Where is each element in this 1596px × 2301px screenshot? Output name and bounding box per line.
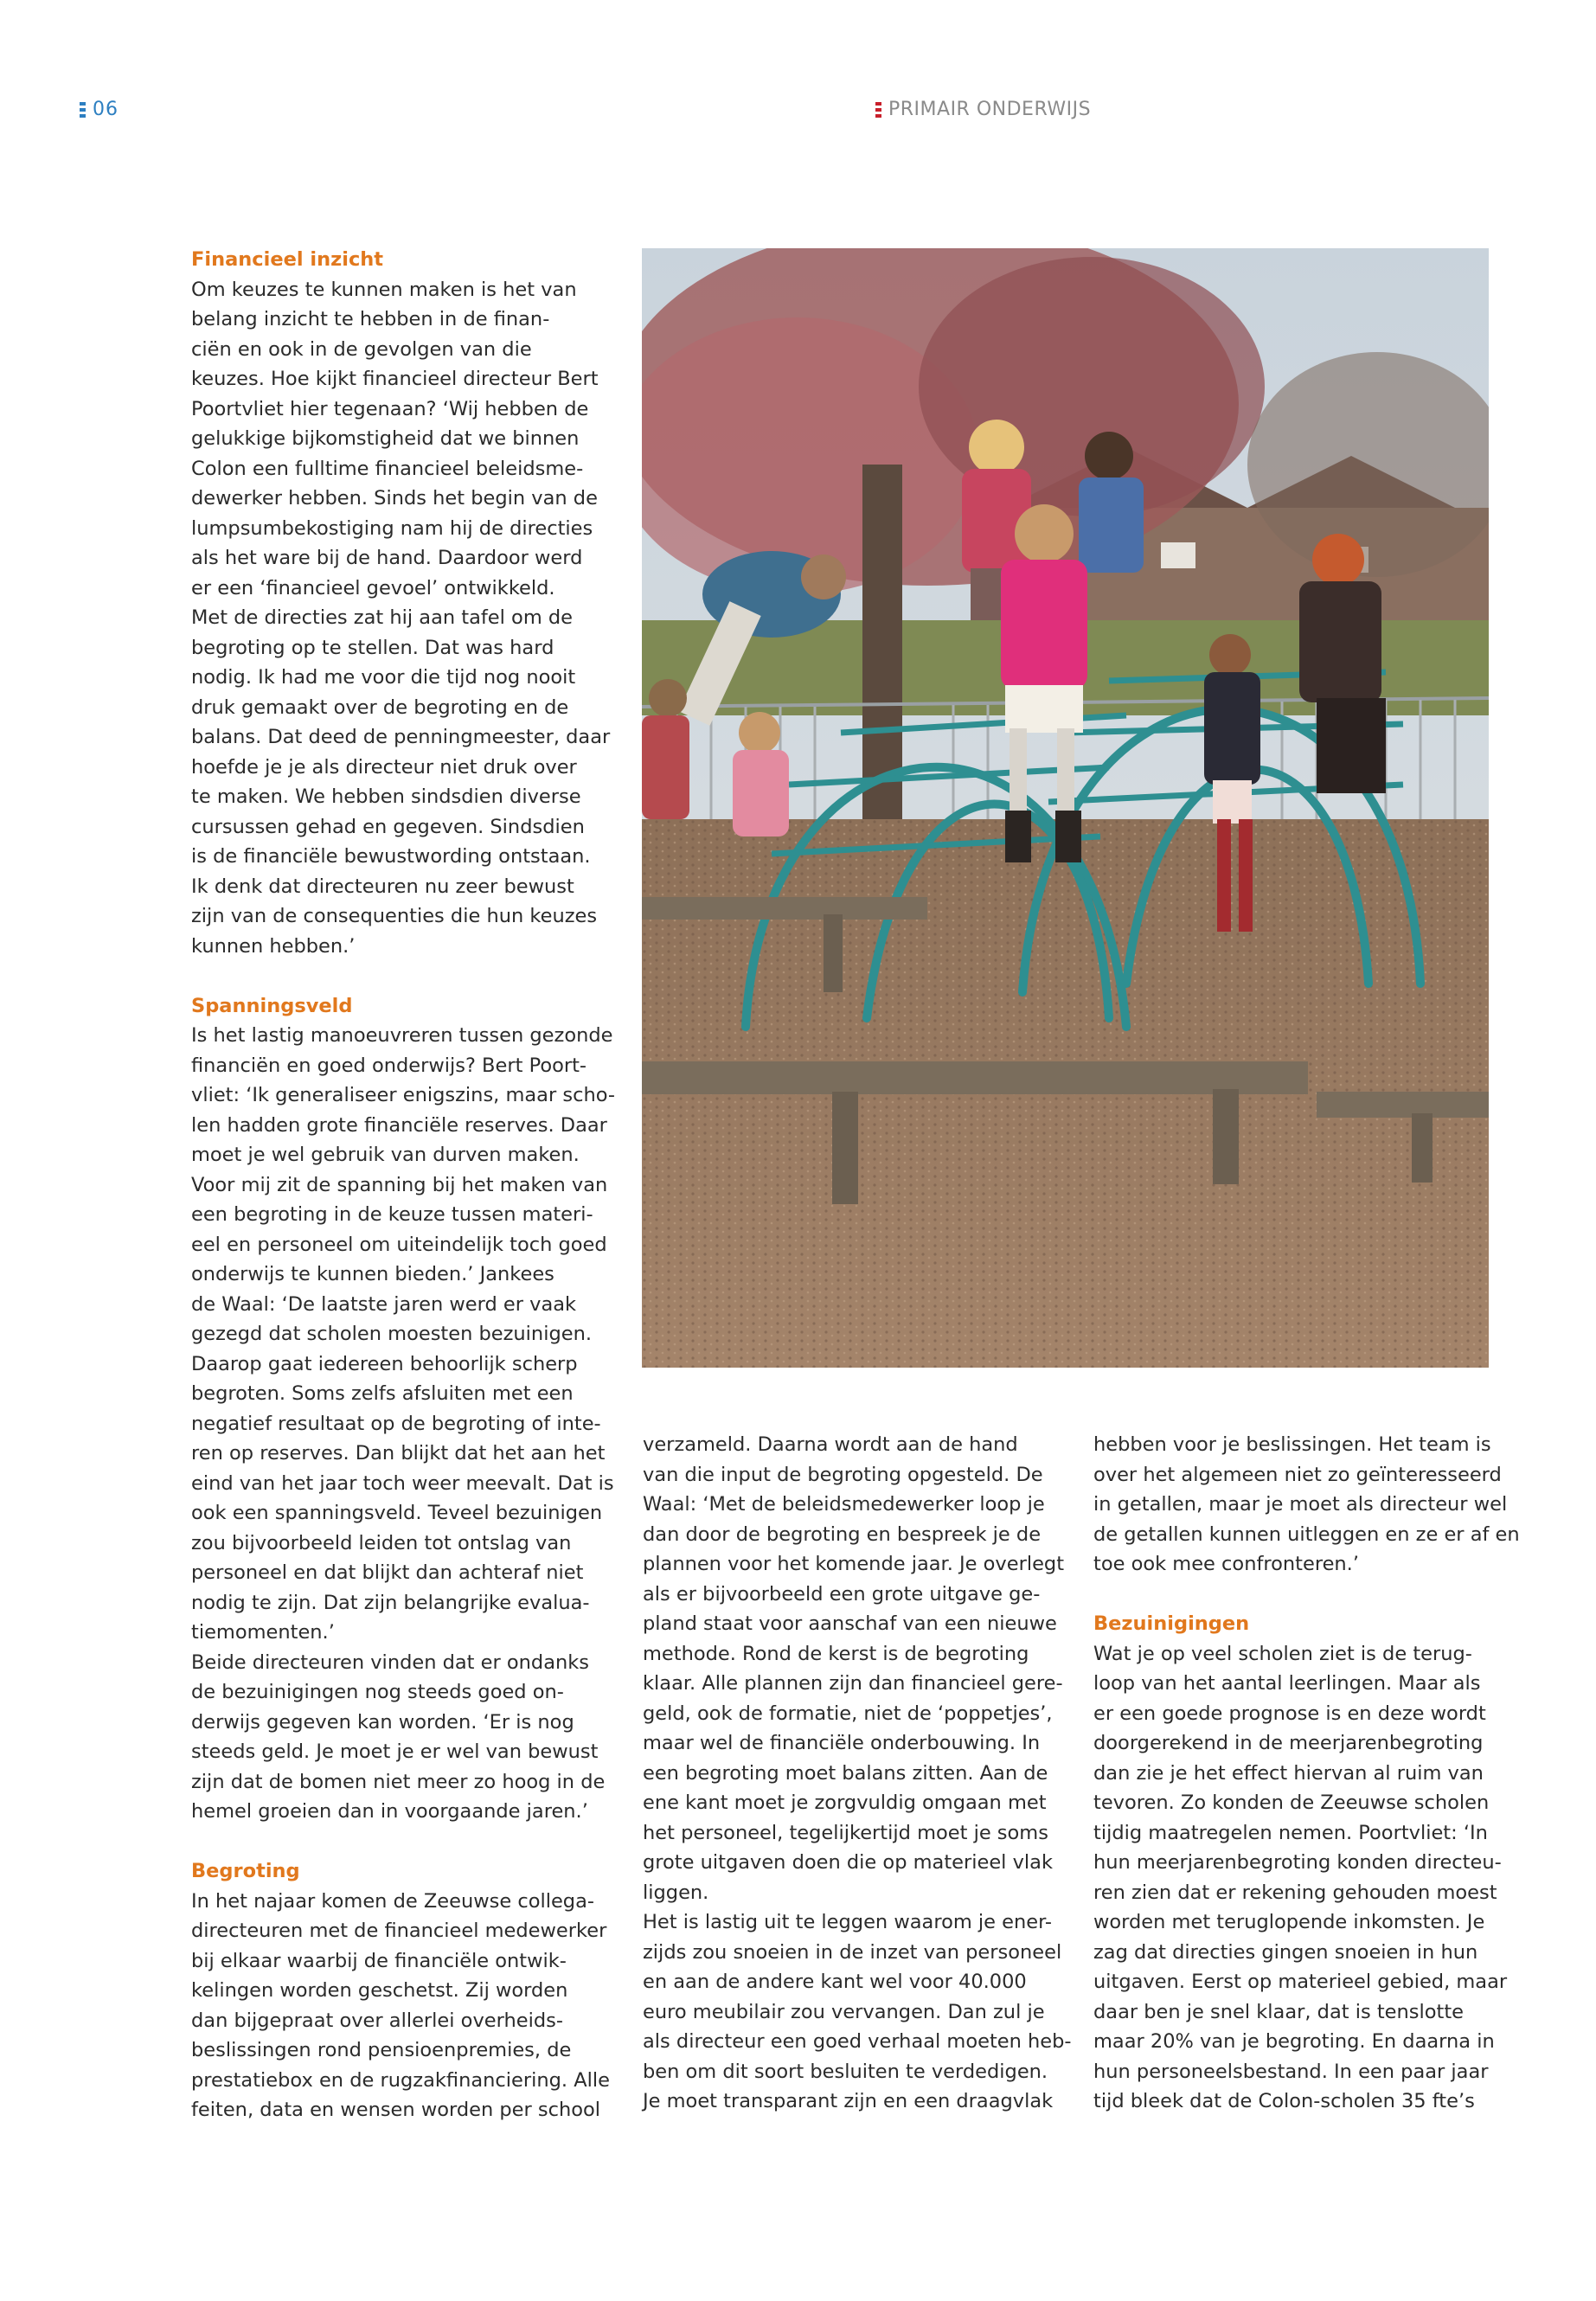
body-text-line: negatief resultaat op de begroting of inte- xyxy=(191,1412,601,1435)
article-column-left xyxy=(191,245,616,2125)
body-text-line: tevoren. Zo konden de Zeeuwse scholen xyxy=(1093,1791,1490,1814)
body-text-line: als directeur een goed verhaal moeten heb- xyxy=(643,2030,1072,2053)
body-text-line: in getallen, maar je moet als directeur wel xyxy=(1093,1493,1508,1516)
body-text-line: uitgaven. Eerst op materieel gebied, maar xyxy=(1093,1971,1508,1993)
body-text-line: tiemomenten.’ xyxy=(191,1621,335,1644)
body-text-line: als er bijvoorbeeld een grote uitgave ge- xyxy=(643,1582,1041,1606)
body-text-line: Voor mij zit de spanning bij het maken van xyxy=(191,1173,608,1196)
body-text-line: bij elkaar waarbij de financiële ontwik- xyxy=(191,1949,567,1972)
body-text-line: liggen. xyxy=(643,1881,709,1904)
body-text-line: len hadden grote financiële reserves. Daar xyxy=(191,1113,607,1137)
body-text-line: en aan de andere kant wel voor 40.000 xyxy=(643,1971,1027,1993)
body-text-line: druk gemaakt over de begroting en de xyxy=(191,695,569,719)
body-text-line: er een ‘financieel gevoel’ ontwikkeld. xyxy=(191,576,555,599)
body-text-line: hoefde je je als directeur niet druk over xyxy=(191,755,577,779)
body-text-line: In het najaar komen de Zeeuwse collega- xyxy=(191,1889,594,1913)
body-text-line: euro meubilair zou vervangen. Dan zul je xyxy=(643,2000,1045,2023)
body-text-line: kelingen worden geschetst. Zij worden xyxy=(191,1979,568,2002)
body-text-line: zijn dat de bomen niet meer zo hoog in de xyxy=(191,1770,606,1793)
body-text-line: begroten. Soms zelfs afsluiten met een xyxy=(191,1382,574,1405)
body-text-line: Wat je op veel scholen ziet is de terug- xyxy=(1093,1642,1472,1665)
body-text-line: dewerker hebben. Sinds het begin van de xyxy=(191,487,598,510)
body-text-line: doorgerekend in de meerjarenbegroting xyxy=(1093,1732,1484,1754)
paragraph-gap xyxy=(1093,1580,1500,1610)
section-heading: Bezuinigingen xyxy=(1093,1612,1250,1635)
body-text-line: Waal: ‘Met de beleidsmedewerker loop je xyxy=(643,1493,1045,1516)
section-heading: Financieel inzicht xyxy=(191,248,384,271)
body-text-line: is de financiële bewustwording ontstaan. xyxy=(191,845,591,868)
section-header xyxy=(875,99,1091,120)
body-text-line: gelukkige bijkomstigheid dat we binnen xyxy=(191,427,580,450)
body-text-line: plannen voor het komende jaar. Je overlegt xyxy=(643,1553,1065,1575)
body-text-line: keuzes. Hoe kijkt financieel directeur Bert xyxy=(191,368,599,390)
body-text-line: moet je wel gebruik van durven maken. xyxy=(191,1144,580,1166)
body-text-line: als het ware bij de hand. Daardoor werd xyxy=(191,547,583,569)
playground-photo-illustration xyxy=(642,248,1489,1368)
body-text-line: vliet: ‘Ik generaliseer enigszins, maar scho- xyxy=(191,1084,616,1106)
body-text-line: onderwijs te kunnen bieden.’ Jankees xyxy=(191,1263,554,1285)
body-text-line: pland staat voor aanschaf van een nieuwe xyxy=(643,1612,1057,1635)
body-text-line: maar 20% van je begroting. En daarna in xyxy=(1093,2030,1495,2053)
body-text-line: Is het lastig manoeuvreren tussen gezonde xyxy=(191,1024,613,1047)
body-text-line: daar ben je snel klaar, dat is tenslotte xyxy=(1093,2000,1465,2023)
body-text-line: Ik denk dat directeuren nu zeer bewust xyxy=(191,875,574,898)
body-text-line: gezegd dat scholen moesten bezuinigen. xyxy=(191,1323,592,1345)
body-text-line: ook een spanningsveld. Teveel bezuinigen xyxy=(191,1502,603,1524)
body-text-line: directeuren met de financieel medewerker xyxy=(191,1920,607,1942)
body-text-line: Daarop gaat iedereen behoorlijk scherp xyxy=(191,1352,578,1375)
body-text-line: te maken. We hebben sindsdien diverse xyxy=(191,785,581,808)
body-text-line: over het algemeen niet zo geïnteresseerd xyxy=(1093,1463,1502,1486)
body-text-line: methode. Rond de kerst is de begroting xyxy=(643,1642,1029,1665)
body-text-line: eel en personeel om uiteindelijk toch goed xyxy=(191,1233,607,1256)
body-text-line: Het is lastig uit te leggen waarom je ener- xyxy=(643,1911,1053,1933)
body-text-line: personeel en dat blijkt dan achteraf niet xyxy=(191,1561,584,1584)
section-title: PRIMAIR ONDERWIJS xyxy=(888,99,1092,120)
body-text-line: de Waal: ‘De laatste jaren werd er vaak xyxy=(191,1292,577,1316)
body-text-line: ren op reserves. Dan blijkt dat het aan het xyxy=(191,1442,606,1465)
body-text-line: dan zie je het effect hiervan al ruim van xyxy=(1093,1761,1484,1785)
article-column-right xyxy=(1093,1430,1520,2117)
body-text-line: hun personeelsbestand. In een paar jaar xyxy=(1093,2060,1489,2083)
body-text-line: tijdig maatregelen nemen. Poortvliet: ‘In xyxy=(1093,1821,1488,1844)
body-text-line: zijn van de consequenties die hun keuzes xyxy=(191,905,598,927)
body-text-line: lumpsumbekostiging nam hij de directies xyxy=(191,516,593,540)
body-text-line: prestatiebox en de rugzakfinanciering. Alle xyxy=(191,2068,610,2092)
section-marker-bars-icon xyxy=(875,102,881,118)
body-text-line: belang inzicht te hebben in de finan- xyxy=(191,308,550,330)
body-text-line: Met de directies zat hij aan tafel om de xyxy=(191,606,574,629)
page-number-marker xyxy=(80,99,119,120)
body-text-line: het personeel, tegelijkertijd moet je soms xyxy=(643,1821,1048,1844)
body-text-line: ene kant moet je zorgvuldig omgaan met xyxy=(643,1791,1047,1814)
body-text-line: loop van het aantal leerlingen. Maar als xyxy=(1093,1672,1481,1695)
body-text-line: steeds geld. Je moet je er wel van bewust xyxy=(191,1740,599,1763)
body-text-line: Poortvliet hier tegenaan? ‘Wij hebben de xyxy=(191,397,589,420)
body-text-line: Beide directeuren vinden dat er ondanks xyxy=(191,1650,590,1674)
body-text-line: kunnen hebben.’ xyxy=(191,934,356,958)
body-text-line: worden met teruglopende inkomsten. Je xyxy=(1093,1911,1485,1933)
body-text-line: Je moet transparant zijn en een draagvlak xyxy=(643,2090,1054,2112)
body-text-line: hemel groeien dan in voorgaande jaren.’ xyxy=(191,1800,588,1823)
body-text-line: zag dat directies gingen snoeien in hun xyxy=(1093,1940,1478,1964)
body-text-line: Om keuzes te kunnen maken is het van xyxy=(191,278,577,301)
body-text-line: dan bijgepraat over allerlei overheids- xyxy=(191,2009,563,2032)
playground-photo xyxy=(642,248,1489,1368)
section-heading: Begroting xyxy=(191,1860,300,1882)
body-text-line: ren zien dat er rekening gehouden moest xyxy=(1093,1881,1497,1904)
body-text-line: zijds zou snoeien in de inzet van personeel xyxy=(643,1940,1062,1964)
body-text-line: nodig. Ik had me voor die tijd nog nooit xyxy=(191,666,576,689)
body-text-line: eind van het jaar toch weer meevalt. Dat is xyxy=(191,1471,614,1495)
body-text-line: tijd bleek dat de Colon-scholen 35 fte’s xyxy=(1093,2090,1475,2112)
paragraph-gap xyxy=(191,1827,598,1857)
body-text-line: de bezuinigingen nog steeds goed on- xyxy=(191,1681,564,1703)
body-text-line: derwijs gegeven kan worden. ‘Er is nog xyxy=(191,1710,574,1734)
section-heading: Spanningsveld xyxy=(191,994,353,1017)
body-text-line: Colon een fulltime financieel beleidsme- xyxy=(191,457,584,480)
body-text-line: begroting op te stellen. Dat was hard xyxy=(191,636,554,659)
body-text-line: feiten, data en wensen worden per school xyxy=(191,2099,601,2121)
body-text-line: een begroting in de keuze tussen materi- xyxy=(191,1203,593,1226)
body-text-line: hun meerjarenbegroting konden directeu- xyxy=(1093,1851,1502,1874)
body-text-line: beslissingen rond pensioenpremies, de xyxy=(191,2039,572,2061)
body-text-line: er een goede prognose is en deze wordt xyxy=(1093,1702,1486,1725)
body-text-line: nodig te zijn. Dat zijn belangrijke evalua- xyxy=(191,1591,590,1614)
page-number: 06 xyxy=(93,99,119,120)
body-text-line: zou bijvoorbeeld leiden tot ontslag van xyxy=(191,1531,572,1554)
body-text-line: financiën en goed onderwijs? Bert Poort- xyxy=(191,1054,587,1077)
body-text-line: dan door de begroting en bespreek je de xyxy=(643,1522,1042,1546)
body-text-line: grote uitgaven doen die op materieel vlak xyxy=(643,1851,1053,1874)
page-marker-bars-icon xyxy=(80,102,86,118)
body-text-line: toe ook mee confronteren.’ xyxy=(1093,1553,1359,1575)
body-text-line: geld, ook de formatie, niet de ‘poppetjes’, xyxy=(643,1702,1053,1725)
body-text-line: cursussen gehad en gegeven. Sindsdien xyxy=(191,815,585,838)
body-text-line: klaar. Alle plannen zijn dan financieel gere- xyxy=(643,1672,1063,1695)
body-text-line: van die input de begroting opgesteld. De xyxy=(643,1463,1043,1486)
body-text-line: maar wel de financiële onderbouwing. In xyxy=(643,1732,1041,1754)
body-text-line: de getallen kunnen uitleggen en ze er af en xyxy=(1093,1522,1520,1546)
body-text-line: ben om dit soort besluiten te verdedigen. xyxy=(643,2060,1048,2083)
article-column-middle xyxy=(643,1430,1072,2117)
body-text-line: verzameld. Daarna wordt aan de hand xyxy=(643,1433,1018,1456)
body-text-line: een begroting moet balans zitten. Aan de xyxy=(643,1761,1048,1785)
body-text-line: ciën en ook in de gevolgen van die xyxy=(191,337,532,361)
body-text-line: hebben voor je beslissingen. Het team is xyxy=(1093,1433,1491,1456)
paragraph-gap xyxy=(191,961,598,991)
body-text-line: balans. Dat deed de penningmeester, daar xyxy=(191,726,611,748)
